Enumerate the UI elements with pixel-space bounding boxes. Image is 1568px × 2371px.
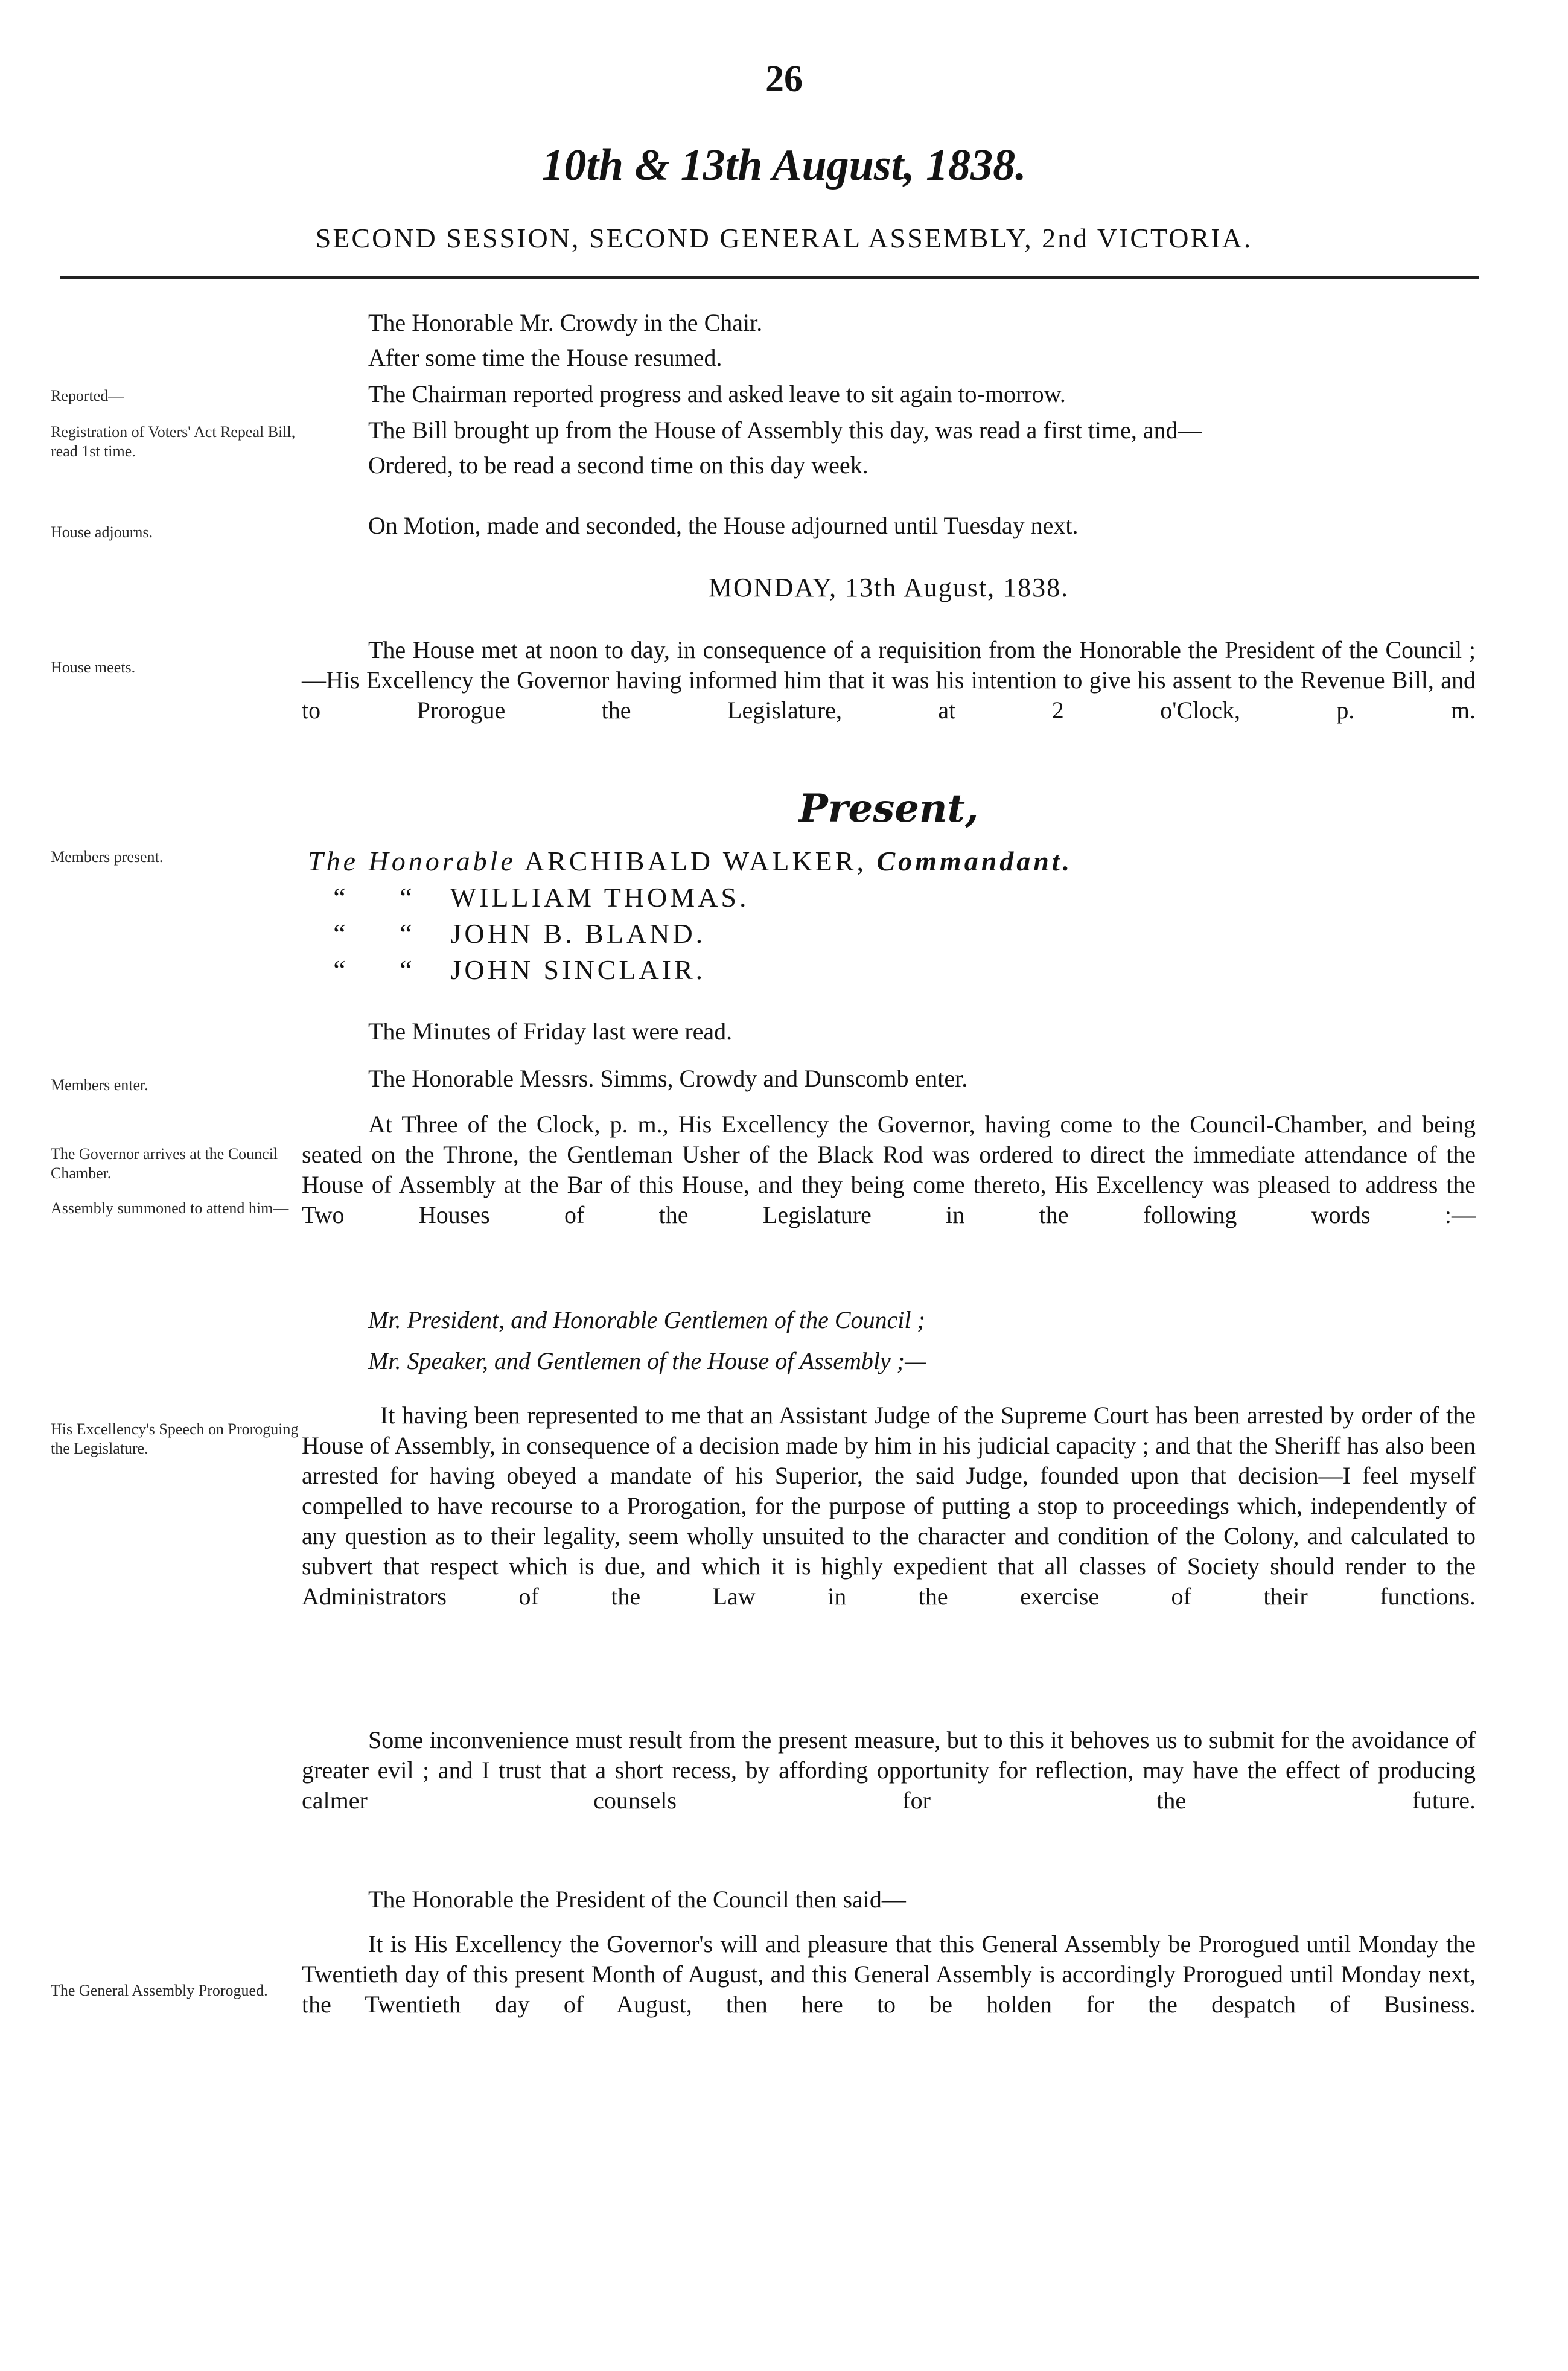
- margin-note-registration: Registration of Voters' Act Repeal Bill, read 1st time.: [51, 423, 296, 460]
- body-line-reported: The Chairman reported progress and asked leave to sit again to-morrow.: [368, 380, 1066, 407]
- paragraph-speech-1: It having been represented to me that an Assistant Judge of the Supreme Court has been arrested by order of the House of Assembly, in consequence of a decision made by him in his judicial capacity ; and that the Sheriff has also been arrested for having obeyed a mandate of his Superior, the said Judge, founded upon that decision—I feel myself compelled to have recourse to a Prorogation, for the purpose of putting a stop to proceedings which, independently of any question as to their legality, seem wholly unsuited to the character and condition of the Colony, and calculated to subvert that respect which is due, and which it is highly expedient that all classes of Society should render to the Administrators of the Law in the exercise of their functions.: [302, 1402, 1476, 1610]
- ditto-mark: “: [333, 918, 349, 949]
- session-heading: SECOND SESSION, SECOND GENERAL ASSEMBLY, 2nd VICTORIA.: [315, 223, 1253, 254]
- paragraph-speech-2: Some inconvenience must result from the present measure, but to this it behoves us to submit for the avoidance of greater evil ; and I trust that a short recess, by affording opportunity for reflection, may have the effect of producing calmer counsels for the future.: [302, 1726, 1476, 1814]
- margin-note-assembly-summoned: Assembly summoned to attend him—: [51, 1199, 289, 1217]
- member-line-bland: [308, 919, 1412, 949]
- body-line-resumed: After some time the House resumed.: [368, 344, 722, 371]
- member-name-bland: JOHN B. BLAND.: [450, 918, 706, 949]
- body-line-ordered: Ordered, to be read a second time on this day week.: [368, 452, 868, 479]
- body-line-president-said: The Honorable the President of the Council then said—: [368, 1886, 906, 1913]
- member-title-commandant: Commandant.: [876, 846, 1073, 876]
- margin-note-prorogued: The General Assembly Prorogued.: [51, 1982, 268, 1999]
- ditto-mark: “: [400, 954, 415, 985]
- paragraph-governor-arrives: At Three of the Clock, p. m., His Excellency the Governor, having come to the Council-Chamber, and being seated on the Throne, the Gentleman Usher of the Black Rod was ordered to direct the immediate attendance of the House of Assembly at the Bar of this House, and they being come thereto, His Excellency was pleased to address the Two Houses of the Legislature in the following words :—: [302, 1111, 1476, 1228]
- margin-note-reported: Reported—: [51, 387, 124, 404]
- margin-note-meets: House meets.: [51, 659, 136, 676]
- body-line-adjourned: On Motion, made and seconded, the House adjourned until Tuesday next.: [368, 512, 1079, 539]
- ditto-mark: “: [400, 882, 415, 913]
- member-line-sinclair: [308, 955, 1412, 985]
- header-rule: [60, 276, 1479, 279]
- margin-note-members-present: Members present.: [51, 848, 164, 866]
- member-name-walker: ARCHIBALD WALKER,: [524, 846, 867, 876]
- ditto-mark: “: [333, 954, 349, 985]
- member-name-sinclair: JOHN SINCLAIR.: [450, 954, 706, 985]
- present-heading: Present,: [798, 786, 979, 831]
- body-line-messrs-enter: The Honorable Messrs. Simms, Crowdy and Dunscomb enter.: [368, 1065, 968, 1092]
- ditto-mark: “: [400, 918, 415, 949]
- margin-note-speech: His Excellency's Speech on Proroguing the Legislature.: [51, 1420, 299, 1457]
- member-prefix: The Honorable: [308, 846, 516, 876]
- member-line-walker: [308, 846, 1412, 876]
- member-name-thomas: WILLIAM THOMAS.: [450, 882, 750, 913]
- page-number: 26: [765, 59, 803, 100]
- member-line-thomas: [308, 882, 1412, 913]
- section-heading-monday: MONDAY, 13th August, 1838.: [708, 573, 1069, 602]
- ditto-mark: “: [333, 882, 349, 913]
- address-council: Mr. President, and Honorable Gentlemen of the Council ;: [368, 1306, 925, 1333]
- margin-note-governor-arrives: The Governor arrives at the Council Chamber.: [51, 1145, 278, 1182]
- body-line-bill: The Bill brought up from the House of Assembly this day, was read a first time, and—: [368, 416, 1202, 444]
- body-line-chair: The Honorable Mr. Crowdy in the Chair.: [368, 309, 763, 336]
- margin-note-members-enter: Members enter.: [51, 1076, 148, 1094]
- paragraph-house-meets: The House met at noon to day, in consequence of a requisition from the Honorable the President of the Council ;—His Excellency the Governor having informed him that it was his intention to give his assent to the Revenue Bill, and to Prorogue the Legislature, at 2 o'Clock, p. m.: [302, 636, 1476, 724]
- margin-note-adjourns: House adjourns.: [51, 523, 153, 541]
- page-date: 10th & 13th August, 1838.: [541, 141, 1027, 190]
- address-assembly: Mr. Speaker, and Gentlemen of the House of Assembly ;—: [368, 1347, 926, 1374]
- body-line-minutes: The Minutes of Friday last were read.: [368, 1018, 733, 1045]
- paragraph-prorogued: It is His Excellency the Governor's will and pleasure that this General Assembly be Prorogued until Monday the Twentieth day of this present Month of August, and this General Assembly is accordingly Prorogued until Monday next, the Twentieth day of August, then here to be holden for the despatch of Business.: [302, 1930, 1476, 2018]
